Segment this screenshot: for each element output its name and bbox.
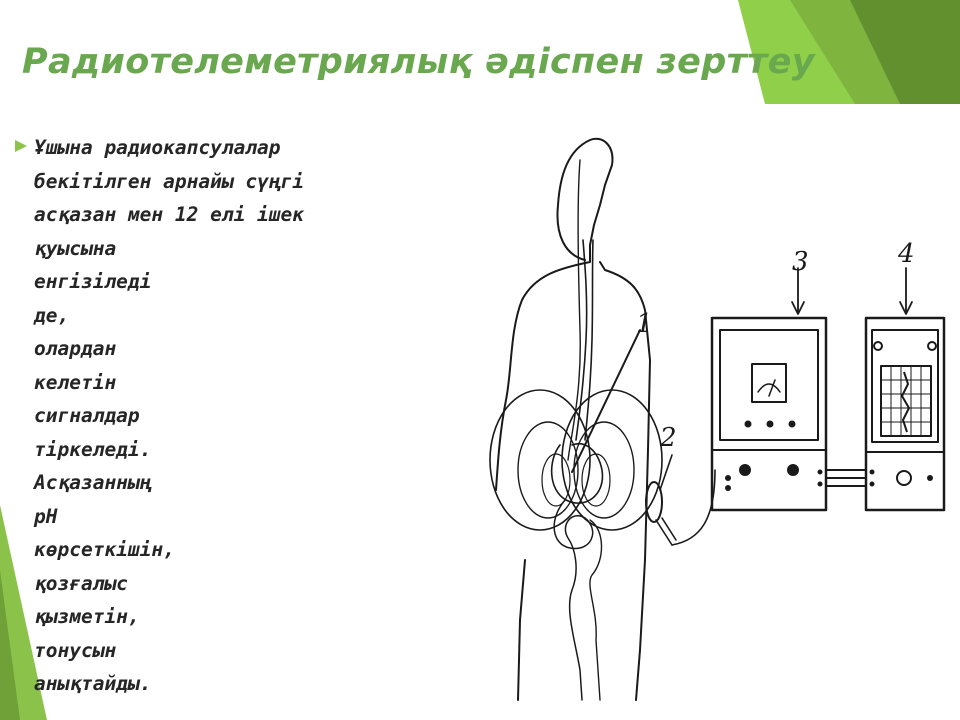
bullet-line: Ұшына радиокапсулалар [34, 136, 281, 159]
label-2: 2 [660, 423, 677, 453]
bullet-line: келетін [34, 370, 117, 394]
knob [725, 475, 731, 481]
knob [767, 421, 774, 428]
recorder-dial [897, 471, 911, 485]
intestine [554, 500, 593, 700]
bullet-line: рН [34, 504, 58, 528]
bullet-line: тонусын [34, 638, 117, 662]
triangle-arrow-icon [14, 139, 28, 153]
knob [818, 482, 823, 487]
recorder-corner-knob [874, 342, 882, 350]
bullet-line: тіркеледі. [34, 437, 152, 461]
knob [787, 464, 799, 476]
stomach [552, 444, 603, 503]
bullet-line: енгізіледі [34, 270, 152, 293]
bullet-line: сигналдар [34, 404, 140, 427]
bullet-line: Асқазанның [34, 471, 152, 494]
recorder-corner-knob [928, 342, 936, 350]
body-outline-left [496, 139, 612, 490]
radiotelemetry-diagram [480, 110, 950, 710]
bullet-line: олардан [34, 337, 117, 360]
bullet-line: қуысына [34, 236, 117, 260]
bullet-line: бекітілген арнайы сүңгі [34, 169, 305, 193]
knob [739, 464, 751, 476]
bullet-line: асқазан мен 12 елі ішек [34, 203, 305, 226]
meter-arc [758, 384, 780, 392]
knob [870, 470, 875, 475]
receiver-box [712, 318, 826, 510]
body-outline-lower-left [518, 560, 525, 700]
label-3: 3 [792, 247, 809, 277]
knob [927, 475, 933, 481]
knob [789, 421, 796, 428]
recorder-trace [902, 372, 909, 432]
bullet-text [34, 131, 304, 701]
slide-title: Радиотелеметриялық әдіспен зерттеу [22, 42, 815, 82]
recorder-controls [874, 342, 936, 485]
bullet-line: қызметін, [34, 605, 140, 628]
bullet-line: көрсеткішін, [34, 538, 175, 561]
field-line [582, 454, 610, 506]
bullet-line: де, [34, 303, 70, 327]
antenna-handle [656, 518, 676, 545]
label-1: 1 [636, 309, 653, 339]
bullet-line: қозғалыс [34, 571, 128, 595]
antenna-coil [646, 482, 662, 522]
meter-needle [769, 380, 775, 396]
knob [870, 482, 875, 487]
knob [725, 485, 731, 491]
label-4: 4 [898, 239, 915, 269]
knob [745, 421, 752, 428]
field-line [542, 454, 570, 506]
intestine-2 [590, 520, 602, 700]
capsule-pointer [572, 330, 640, 472]
knob [818, 470, 823, 475]
bullet-line: анықтайды. [34, 672, 152, 695]
knobs [725, 421, 933, 492]
cable [672, 470, 715, 545]
